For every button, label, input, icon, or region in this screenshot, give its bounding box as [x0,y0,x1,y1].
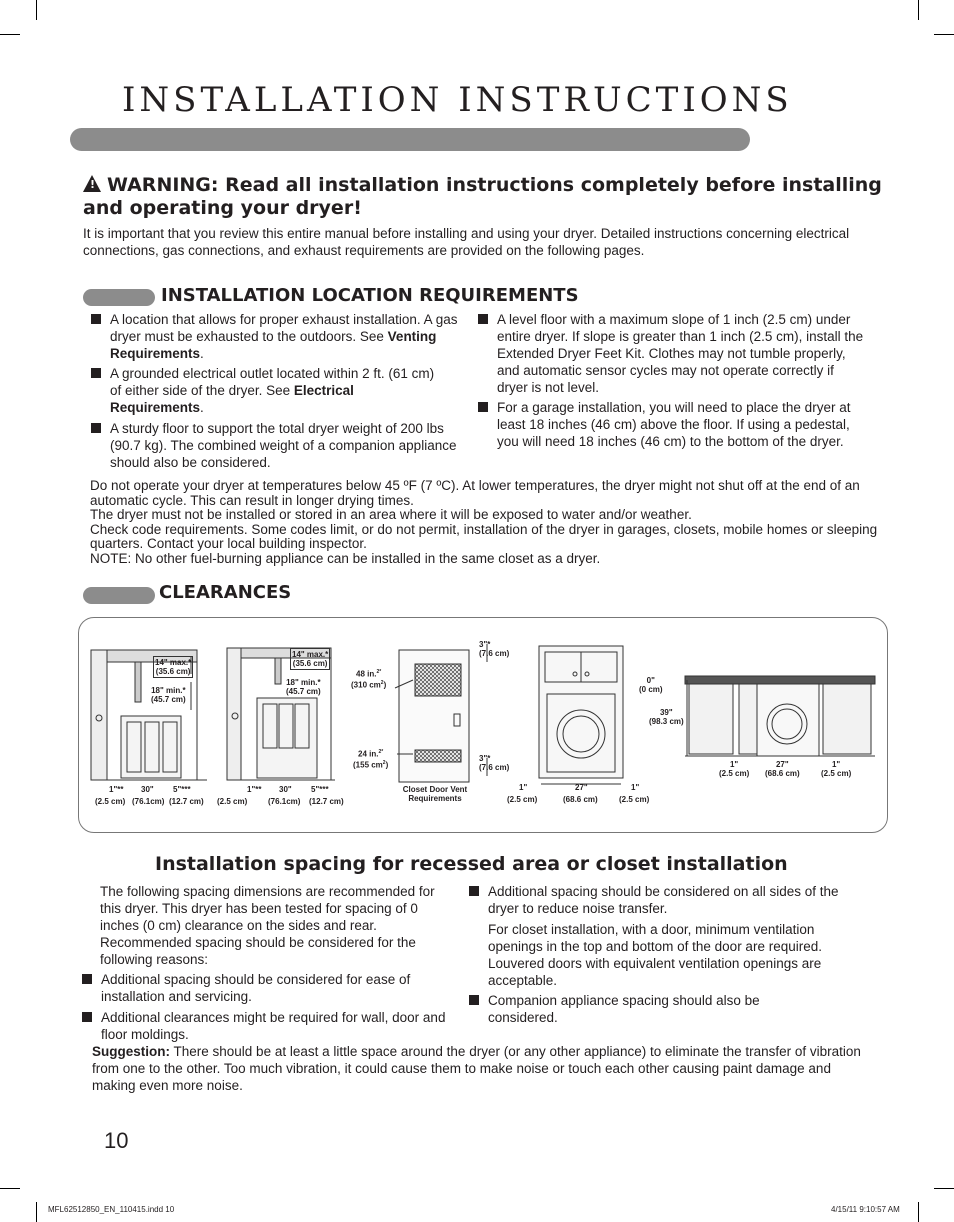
diagram-label: 24 in.$^{2*}$ (155 $cm^2$) [353,749,389,770]
diagram-label: (68.6 cm) [563,795,598,804]
diagram-label: 27" [575,783,588,792]
diagram-label: 3"* (7.6 cm) [479,754,510,772]
crop-mark [0,34,20,35]
warning-body: It is important that you review this entire manual before installing and using your dryer. Detailed instructions concerning electrical connections, gas connections, and exhaust requirements are provided on the following pages. [83,226,850,258]
diagram-label: 48 in.$^{2*}$ (310 $cm^2$) [351,669,387,690]
warning-headline [83,174,883,220]
diagram-label: 5"*** [311,785,329,794]
bullet-square-icon [478,402,488,412]
diagram-label: (12.7 cm) [169,797,204,806]
crop-mark [36,1202,37,1222]
diagram-label: 18" min.* (45.7 cm) [286,678,321,696]
suggestion-label: Suggestion: [92,1044,170,1059]
note-line: The dryer must not be installed or stored in an area where it will be exposed to water and/or weather. [90,507,692,522]
crop-mark [36,0,37,20]
diagram-label: 39" (98.3 cm) [649,708,684,726]
bullet-square-icon [469,886,479,896]
diagram-label: 0" (0 cm) [639,676,663,694]
diagram-label: (12.7 cm) [309,797,344,806]
diagram-label: 18" min.* (45.7 cm) [151,686,186,704]
diagram-label: (2.5 cm) [95,797,126,806]
diagram-label: 3"* (7.6 cm) [479,640,510,658]
clearances-heading: CLEARANCES [159,582,292,603]
section-pill [83,587,155,604]
location-heading: INSTALLATION LOCATION REQUIREMENTS [161,285,579,306]
footer-file: MFL62512850_EN_110415.indd 10 [48,1205,175,1214]
diagram-label: 30" [141,785,154,794]
diagram-label: 1"** [247,785,262,794]
diagram-closet-door [395,644,487,782]
diagram-label: (2.5 cm) [507,795,538,804]
diagram-caption: Closet Door Vent Requirements [402,785,468,803]
section-pill [83,289,155,306]
recessed-intro: The following spacing dimensions are recommended for this dryer. This dryer has been tested for spacing of 0 inches (0 cm) clearance on the sides and rear. Recommended spacing should be considered for the following reasons: [100,884,435,967]
recessed-heading: Installation spacing for recessed area or closet installation [155,853,788,875]
crop-mark [934,1188,954,1189]
diagram-label: 1" (2.5 cm) [719,760,750,778]
diagram-label: (2.5 cm) [217,797,248,806]
page-title: INSTALLATION INSTRUCTIONS [122,80,793,120]
diagram-stacked [539,646,623,784]
bullet-square-icon [478,314,488,324]
bullet-square-icon [91,314,101,324]
bullet-square-icon [82,974,92,984]
diagram-label: 1" (2.5 cm) [821,760,852,778]
crop-mark [0,1188,20,1189]
diagram-under-counter [685,676,875,756]
location-notes [90,479,880,566]
diagram-label: 14" max.* (35.6 cm) [155,658,192,676]
diagram-label: 14" max.* (35.6 cm) [292,650,329,668]
bullet-square-icon [82,1012,92,1022]
clearances-diagram-box [78,617,888,833]
warning-triangle-icon: ! [83,175,101,192]
diagram-label: (2.5 cm) [619,795,650,804]
diagram-label: (76.1cm) [268,797,301,806]
diagram-label: 30" [279,785,292,794]
diagram-label: 27" (68.6 cm) [765,760,800,778]
page-number: 10 [104,1128,129,1153]
bullet-square-icon [91,423,101,433]
note-line: Do not operate your dryer at temperatures below 45 ºF (7 ºC). At lower temperatures, the dryer might not shut off at the end of an automatic cycle. This can result in longer drying times. [90,478,860,508]
bullet-square-icon [469,995,479,1005]
diagram-label: 1" [631,783,640,792]
diagram-label: 1"** [109,785,124,794]
recessed-closet-para: For closet installation, with a door, minimum ventilation openings in the top and bottom of the door are required. Louvered doors with equivalent ventilation openings are acceptable. [488,922,822,988]
suggestion-text: Suggestion: There should be at least a little space around the dryer (or any other appliance) to eliminate the transfer of vibration from one to the other. Too much vibration, it could cause them to make noise or touch each other causing paint damage and making even more noise. [92,1044,861,1093]
crop-mark [918,0,919,20]
warning-label: WARNING: [107,174,219,196]
diagram-label: 5"*** [173,785,191,794]
title-divider-bar [70,128,750,151]
footer-timestamp: 4/15/11 9:10:57 AM [831,1205,900,1214]
note-line: Check code requirements. Some codes limit, or do not permit, installation of the dryer in garages, closets, mobile homes or sleeping quarters. Contact your local building inspector. [90,521,878,551]
diagram-label: (76.1cm) [132,797,165,806]
bullet-square-icon [91,368,101,378]
diagram-label: 1" [519,783,528,792]
warning-headline-text: Read all installation instructions completely before installing and operating your dryer! [83,174,882,219]
crop-mark [918,1202,919,1222]
crop-mark [934,34,954,35]
note-line: NOTE: No other fuel-burning appliance can be installed in the same closet as a dryer. [90,550,601,566]
